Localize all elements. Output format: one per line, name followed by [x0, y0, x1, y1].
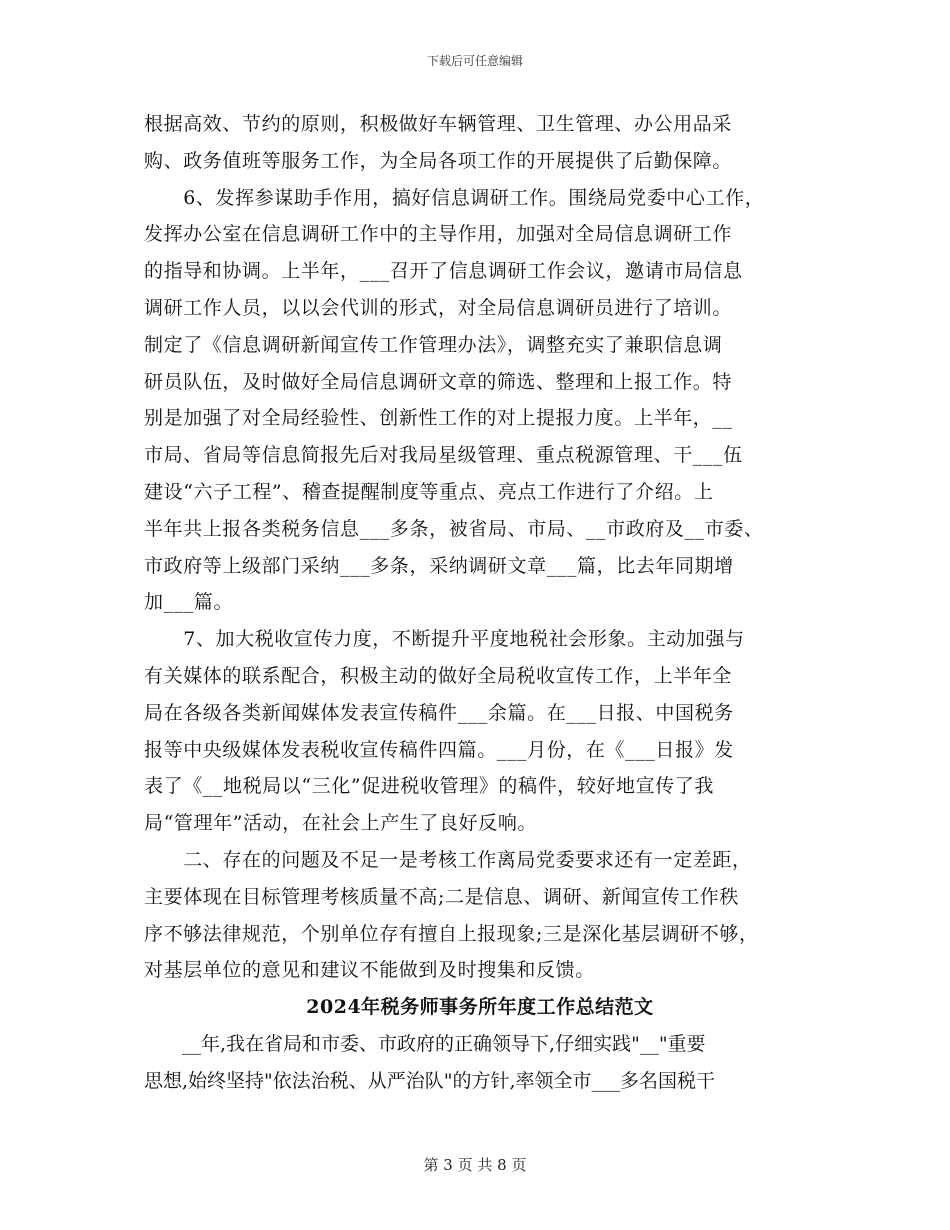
body-line: 调研工作人员，以以会代训的形式，对全局信息调研员进行了培训。	[144, 296, 733, 319]
body-line: 序不够法律规范，个别单位存有擅自上报现象;三是深化基层调研不够，	[144, 922, 759, 945]
body-line: 局在各级各类新闻媒体发表宣传稿件___余篇。在___日报、中国税务	[144, 701, 734, 724]
body-line: 制定了《信息调研新闻宣传工作管理办法》，调整充实了兼职信息调	[144, 333, 723, 356]
body-line: 6、发挥参谋助手作用，搞好信息调研工作。围绕局党委中心工作，	[144, 186, 765, 209]
body-line: 发挥办公室在信息调研工作中的主导作用，加强对全局信息调研工作	[144, 223, 733, 246]
page-header: 下载后可任意编辑	[426, 54, 523, 68]
section-title: 2024年税务师事务所年度工作总结范文	[306, 996, 654, 1019]
body-line: 别是加强了对全局经验性、创新性工作的对上提报力度。上半年，__	[144, 407, 733, 430]
body-line: 主要体现在目标管理考核质量不高;二是信息、调研、新闻宣传工作秩	[144, 885, 740, 908]
body-line: 局“管理年”活动，在社会上产生了良好反响。	[144, 812, 538, 835]
body-line: 7、加大税收宣传力度，不断提升平度地税社会形象。主动加强与	[144, 628, 745, 651]
body-line: 建设“六子工程”、稽查提醒制度等重点、亮点工作进行了介绍。上	[144, 480, 714, 503]
body-line: 市局、省局等信息简报先后对我局星级管理、重点税源管理、干___伍	[144, 444, 743, 467]
body-line: 根据高效、节约的原则，积极做好车辆管理、卫生管理、办公用品采	[144, 113, 733, 135]
document-body	[144, 106, 816, 1100]
body-line: 二、存在的问题及不足一是考核工作离局党委要求还有一定差距，	[144, 848, 752, 871]
body-line: 研员队伍，及时做好全局信息调研文章的筛选、整理和上报工作。特	[144, 370, 733, 393]
page-number: 第 3 页 共 8 页	[423, 1156, 527, 1174]
body-line: 表了《__地税局以“三化”促进税收管理》的稿件，较好地宣传了我	[144, 775, 715, 798]
section-line: __年,我在省局和市委、市政府的正确领导下,仔细实践"__"重要	[144, 1032, 706, 1055]
section-line: 思想,始终坚持"依法治税、从严治队"的方针,率领全市___多名国税干	[144, 1069, 716, 1092]
body-line: 对基层单位的意见和建议不能做到及时搜集和反馈。	[144, 959, 595, 982]
body-line: 报等中央级媒体发表税收宣传稿件四篇。___月份，在《___日报》发	[144, 738, 734, 761]
body-line: 半年共上报各类税务信息___多条，被省局、市局、__市政府及__市委、	[144, 517, 764, 540]
body-line: 有关媒体的联系配合，积极主动的做好全局税收宣传工作，上半年全	[144, 664, 733, 687]
body-line: 市政府等上级部门采纳___多条，采纳调研文章___篇，比去年同期增	[144, 554, 734, 577]
body-line: 的指导和协调。上半年，___召开了信息调研工作会议，邀请市局信息	[144, 260, 743, 283]
body-line: 购、政务值班等服务工作，为全局各项工作的开展提供了后勤保障。	[144, 149, 733, 172]
body-line: 加___篇。	[144, 591, 234, 614]
